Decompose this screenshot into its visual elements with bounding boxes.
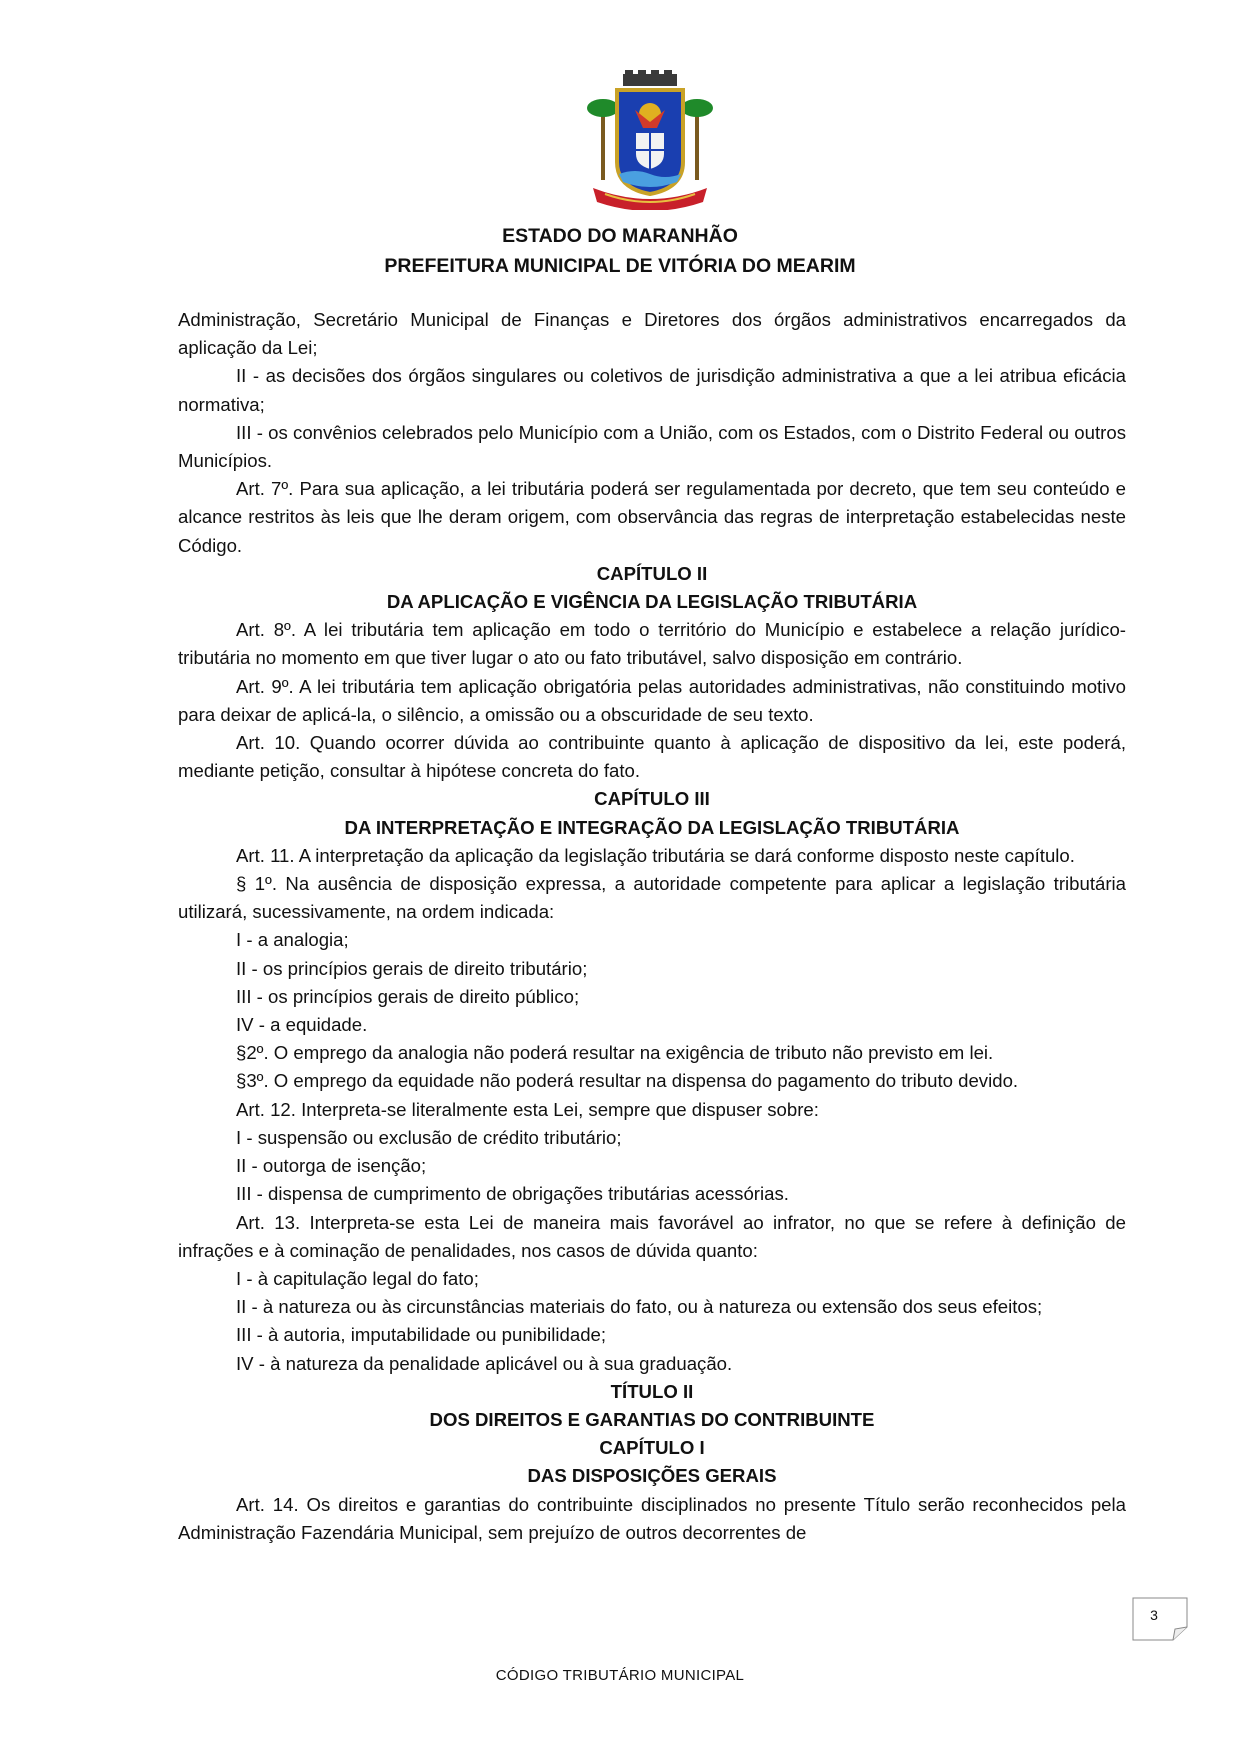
page-number: 3 <box>1150 1607 1158 1623</box>
list-item: I - à capitulação legal do fato; <box>236 1267 479 1289</box>
paragraph: Administração, Secretário Municipal de Finanças e Diretores dos órgãos administrativos encarregados da aplicação da Lei; <box>178 309 1126 359</box>
list-item: IV - a equidade. <box>236 1014 368 1036</box>
chapter-heading: CAPÍTULO III <box>594 788 710 810</box>
chapter-title: DA INTERPRETAÇÃO E INTEGRAÇÃO DA LEGISLAÇÃO TRIBUTÁRIA <box>344 816 960 838</box>
article-11: Art. 11. A interpretação da aplicação da legislação tributária se dará conforme disposto neste capítulo. <box>236 844 1075 866</box>
list-item: I - a analogia; <box>236 929 349 951</box>
article-10: Art. 10. Quando ocorrer dúvida ao contribuinte quanto à aplicação de dispositivo da lei, este poderá, mediante petição, consultar à hipótese concreta do fato. <box>178 732 1126 782</box>
header-municipality: PREFEITURA MUNICIPAL DE VITÓRIA DO MEARIM <box>384 255 856 277</box>
article-14: Art. 14. Os direitos e garantias do contribuinte disciplinados no presente Título serão reconhecidos pela Administração Fazendária Municipal, sem prejuízo de outros decorrentes de <box>178 1493 1126 1543</box>
document-body <box>178 306 1126 1547</box>
list-item: III - à autoria, imputabilidade ou punibilidade; <box>236 1324 607 1346</box>
list-item: III - dispensa de cumprimento de obrigações tributárias acessórias. <box>236 1183 789 1205</box>
paragraph: III - os convênios celebrados pelo Município com a União, com os Estados, com o Distrito Federal ou outros Municípios. <box>178 421 1126 472</box>
paragraph-section: § 1º. Na ausência de disposição expressa, a autoridade competente para aplicar a legislação tributária utilizará, sucessivamente, na ordem indicada: <box>178 873 1126 923</box>
title-name: DOS DIREITOS E GARANTIAS DO CONTRIBUINTE <box>429 1408 875 1430</box>
header-state: ESTADO DO MARANHÃO <box>502 225 738 247</box>
footer: CÓDIGO TRIBUTÁRIO MUNICIPAL <box>495 1667 745 1684</box>
chapter-title: DA APLICAÇÃO E VIGÊNCIA DA LEGISLAÇÃO TRIBUTÁRIA <box>386 591 918 613</box>
chapter-heading: CAPÍTULO II <box>596 562 708 584</box>
article-9: Art. 9º. A lei tributária tem aplicação obrigatória pelas autoridades administrativas, não constituindo motivo para deixar de aplicá-la, o silêncio, a omissão ou a obscuridade de seu texto. <box>178 675 1126 725</box>
article-8: Art. 8º. A lei tributária tem aplicação em todo o território do Município e estabelece a relação jurídico-tributária no momento em que tiver lugar o ato ou fato tributável, salvo disposição em contrário. <box>178 619 1126 669</box>
list-item: I - suspensão ou exclusão de crédito tributário; <box>236 1126 622 1148</box>
paragraph: II - as decisões dos órgãos singulares ou coletivos de jurisdição administrativa a que a lei atribua eficácia normativa; <box>178 365 1126 415</box>
municipal-coat-of-arms <box>585 70 715 210</box>
paragraph-section: §3º. O emprego da equidade não poderá resultar na dispensa do pagamento do tributo devido. <box>236 1070 1019 1092</box>
chapter-title: DAS DISPOSIÇÕES GERAIS <box>527 1465 777 1487</box>
list-item: II - à natureza ou às circunstâncias materiais do fato, ou à natureza ou extensão dos seus efeitos; <box>236 1296 1043 1318</box>
list-item: II - outorga de isenção; <box>236 1155 427 1177</box>
article-13: Art. 13. Interpreta-se esta Lei de maneira mais favorável ao infrator, no que se refere à definição de infrações e à cominação de penalidades, nos casos de dúvida quanto: <box>178 1211 1126 1261</box>
paragraph-section: §2º. O emprego da analogia não poderá resultar na exigência de tributo não previsto em lei. <box>236 1042 994 1064</box>
list-item: IV - à natureza da penalidade aplicável ou à sua graduação. <box>236 1352 733 1374</box>
list-item: II - os princípios gerais de direito tributário; <box>236 957 588 979</box>
list-item: III - os princípios gerais de direito público; <box>236 985 580 1007</box>
article-7: Art. 7º. Para sua aplicação, a lei tributária poderá ser regulamentada por decreto, que tem seu conteúdo e alcance restritos às leis que lhe deram origem, com observância das regras de interpretação estabelecidas neste Código. <box>178 478 1126 556</box>
article-12: Art. 12. Interpreta-se literalmente esta Lei, sempre que dispuser sobre: <box>236 1098 819 1120</box>
chapter-heading: CAPÍTULO I <box>599 1437 705 1459</box>
title-heading: TÍTULO II <box>610 1380 694 1402</box>
